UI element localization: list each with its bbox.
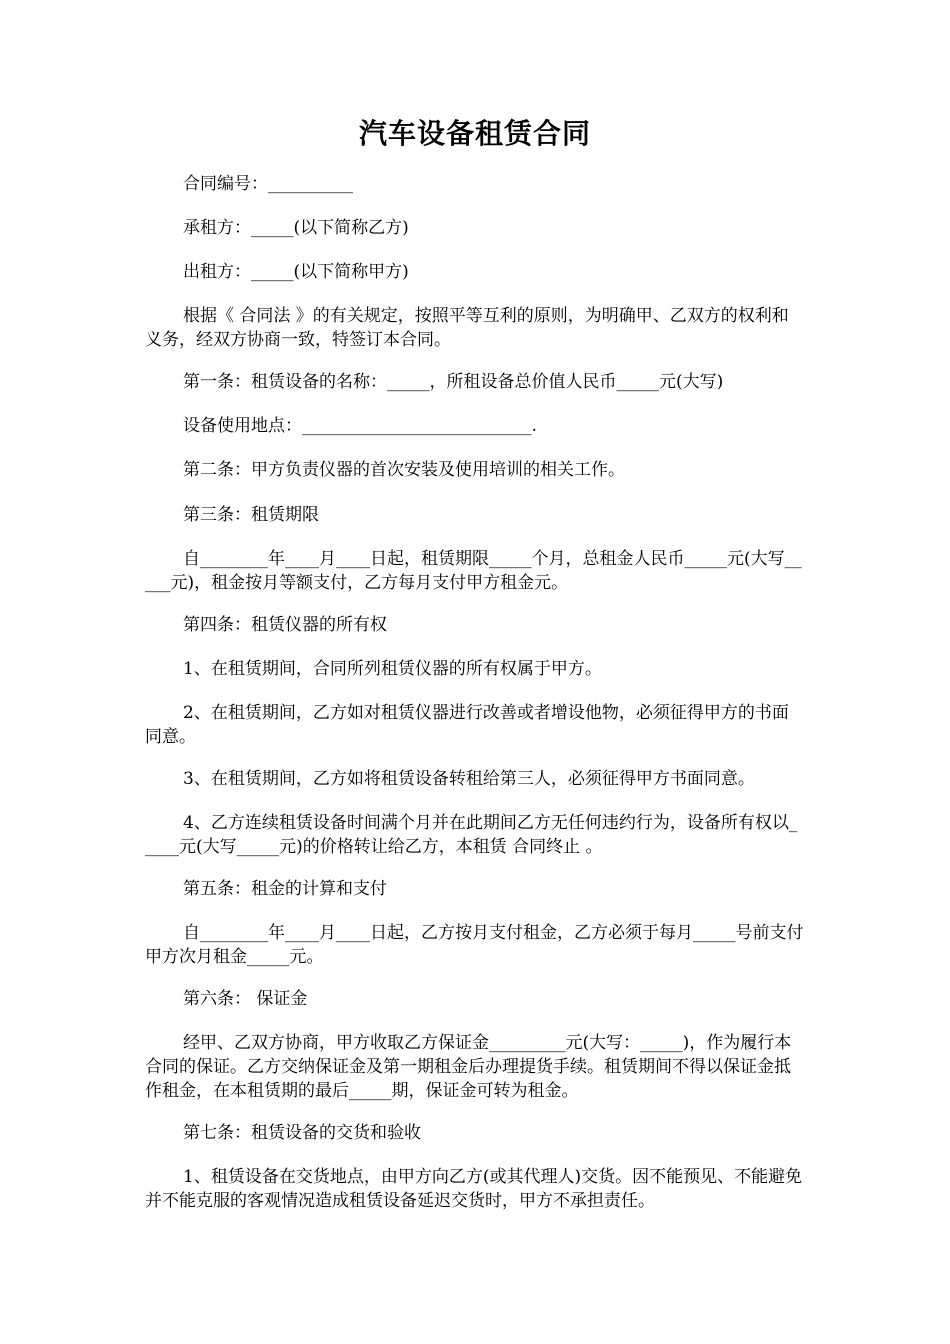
article-5-body: 自________年____月____日起，乙方按月支付租金，乙方必须于每月_____号前支付甲方次月租金_____元。 [145,923,804,967]
article-6-body: 经甲、乙双方协商，甲方收取乙方保证金_________元(大写：_____)，作为履行本合同的保证。乙方交纳保证金及第一期租金后办理提货手续。租赁期间不得以保证金抵作租金，在本租赁期的最后_____期，保证金可转为租金。 [145,1033,792,1101]
article-4-heading: 第四条：租赁仪器的所有权 [183,615,387,635]
contract-number: 合同编号：__________ [183,174,353,194]
article-1: 第一条：租赁设备的名称：_____，所租设备总价值人民币_____元(大写) [183,372,724,392]
article-4-item-2: 2、在租赁期间，乙方如对租赁仪器进行改善或者增设他物，必须征得甲方的书面同意。 [145,703,789,747]
article-7-heading: 第七条：租赁设备的交货和验收 [183,1123,421,1143]
preamble-paragraph: 根据《 合同法 》的有关规定，按照平等互利的原则，为明确甲、乙双方的权利和义务，经双方协商一致，特签订本合同。 [145,306,789,350]
article-4-item-4: 4、乙方连续租赁设备时间满个月并在此期间乙方无任何违约行为，设备所有权以_____元(大写_____元)的价格转让给乙方，本租赁 合同终止 。 [145,813,798,857]
article-7-item-1: 1、租赁设备在交货地点，由甲方向乙方(或其代理人)交货。因不能预见、不能避免并不能克服的客观情况造成租赁设备延迟交货时，甲方不承担责任。 [145,1167,803,1211]
article-2: 第二条：甲方负责仪器的首次安装及使用培训的相关工作。 [183,460,625,480]
article-5-heading: 第五条：租金的计算和支付 [183,879,387,899]
article-4-item-3: 3、在租赁期间，乙方如将租赁设备转租给第三人，必须征得甲方书面同意。 [183,769,755,789]
article-6-heading: 第六条： 保证金 [183,989,308,1009]
lessee-line: 承租方：_____(以下简称乙方) [183,218,409,238]
article-3-heading: 第三条：租赁期限 [183,505,319,525]
article-4-item-1: 1、在租赁期间，合同所列租赁仪器的所有权属于甲方。 [183,659,602,679]
usage-location: 设备使用地点：___________________________. [183,416,537,436]
article-3-body: 自________年____月____日起，租赁期限_____个月，总租金人民币_____元(大写_____元)，租金按月等额支付，乙方每月支付甲方租金元。 [145,549,802,593]
lessor-line: 出租方：_____(以下简称甲方) [183,262,409,282]
document-title: 汽车设备租赁合同 [358,117,591,150]
